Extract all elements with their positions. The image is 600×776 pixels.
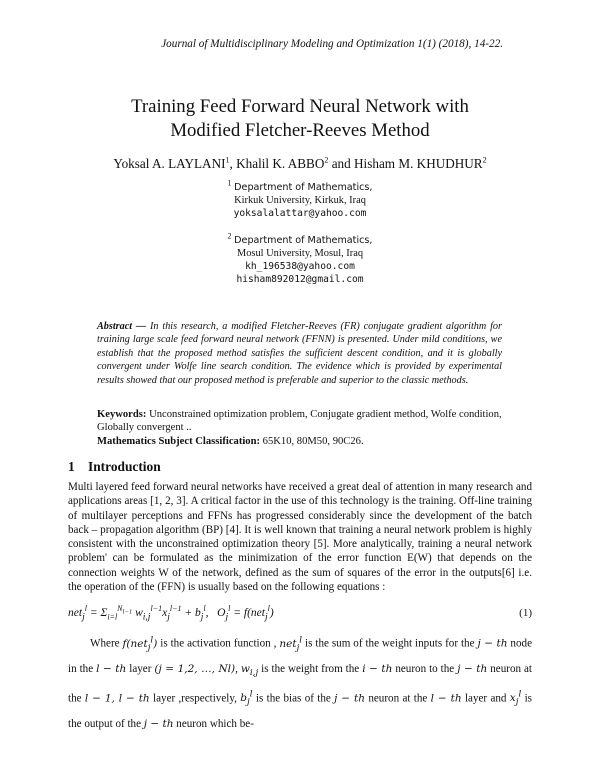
- paper-title: [0, 95, 600, 143]
- paragraph-after-equation: Where f(net$_j^l$) is the activation function , net$_j^l$ is the sum of the weight inputs for the j − th node in the l − th layer (j = 1,2, …, Nl), $w_{i,j}$ is the weight from the i − th neuron to the j − th neuron at the l − 1, l − th layer ,respectively, $b_j^l$ is the bias of the j − th neuron at the l − th layer and $x_j^l$ is the output of the j − th neuron which be-: [68, 635, 533, 730]
- section-heading: 1 Introduction: [68, 459, 161, 474]
- affiliation-1: $^1$ Department of Mathematics, Kirkuk University, Kirkuk, Iraq yoksalalattar@yahoo.com: [0, 181, 600, 220]
- email-link[interactable]: kh_196538@yahoo.com: [245, 261, 355, 272]
- keywords-block: Keywords: Unconstrained optimization problem, Conjugate gradient method, Wolfe condition, Globally convergent .. Mathematics Subject Classification: 65K10, 80M50, 90C26.: [97, 409, 502, 447]
- equation-number: (1): [519, 607, 532, 619]
- affiliation-2: $^2$ Department of Mathematics, Mosul University, Mosul, Iraq kh_196538@yahoo.com hisham892012@gmail.com: [0, 234, 600, 286]
- title-line-2: Modified Fletcher-Reeves Method: [170, 120, 430, 141]
- equation-1: [68, 604, 532, 626]
- email-link[interactable]: yoksalalattar@yahoo.com: [233, 208, 367, 219]
- abstract-label: Abstract —: [97, 321, 151, 332]
- author-1: Yoksal A. LAYLANI: [113, 156, 226, 171]
- equation-content: $net_j^l = \Sigma_{i=l}^{N_{l-1}}$ $w_{i,j}^{l-1}x_j^{l-1} + b_j^l$, $O_j^l = f(net_j^l)$: [68, 604, 274, 623]
- journal-header: Journal of Multidisciplinary Modeling and Optimization 1(1) (2018), 14-22.: [161, 38, 503, 50]
- abstract-text: In this research, a modified Fletcher-Reeves (FR) conjugate gradient algorithm for training large scale feed forward neural network (FFNN) is presented. Under mild conditions, we establish that the proposed method satisfies the sufficient descent condition, and it is globally convergent under Wolfe line search condition. The evidence which is provided by experimental results showed that our proposed method is preferable and superior to the classic methods.: [97, 321, 502, 386]
- author-3: and Hisham M. KHUDHUR: [328, 156, 483, 171]
- title-line-1: Training Feed Forward Neural Network with: [131, 96, 469, 117]
- author-2: , Khalil K. ABBO: [229, 156, 325, 171]
- email-link[interactable]: hisham892012@gmail.com: [236, 274, 364, 285]
- abstract: [97, 320, 502, 387]
- intro-paragraph: Multi layered feed forward neural networks have received a great deal of attention in many research and applications areas [1, 2, 3]. A critical factor in the use of this technology is the training. Off-line training of multilayer perceptions and FFNs has progressed considerably since the development of the batch back – propagation algorithm (BP) [4]. It is well known that training a neural network problem is highly consistent with the unconstrained optimization theory [5]. More analytically, training a neural network problem' can be formulated as the minimization of the error function E(W) that depends on the connection weights W of the network, defined as the sum of squares of the error in the outputs[6] i.e. the operation of the (FFN) is usually based on the following equations :: [68, 481, 532, 594]
- author-list: Yoksal A. LAYLANI$^1$, Khalil K. ABBO$^2$ and Hisham M. KHUDHUR$^2$: [113, 155, 487, 171]
